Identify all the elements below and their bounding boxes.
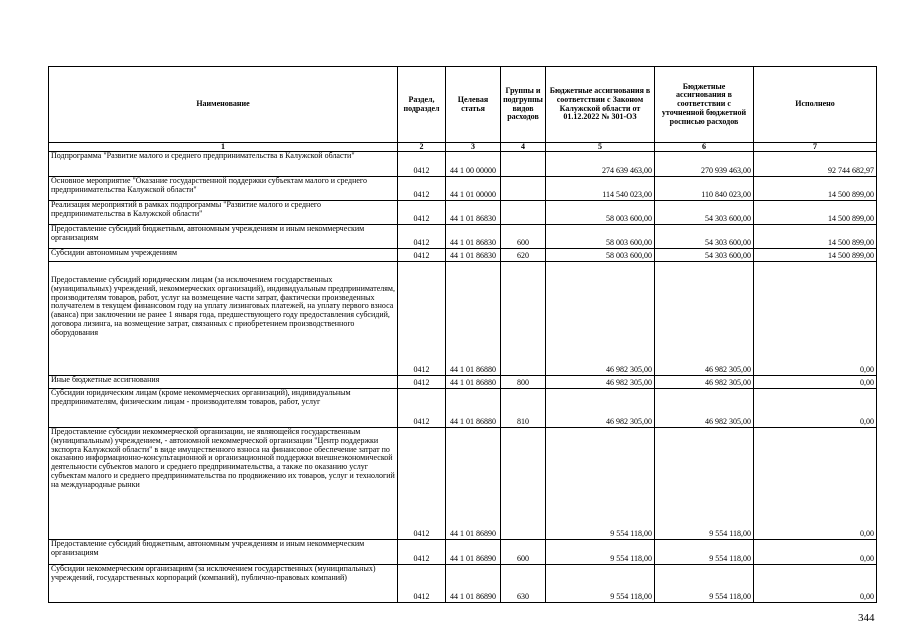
column-number: 7 — [754, 143, 877, 152]
row-executed: 14 500 899,00 — [754, 177, 877, 201]
table-row — [49, 540, 877, 565]
row-executed: 14 500 899,00 — [754, 225, 877, 249]
row-section: 0412 — [398, 177, 446, 201]
header-budget-law: Бюджетные ассигнования в соответствии с Законом Калужской области от 01.12.2022 № 301-ОЗ — [546, 67, 655, 143]
row-section: 0412 — [398, 249, 446, 262]
row-revised: 54 303 600,00 — [655, 225, 754, 249]
row-group: 810 — [501, 389, 546, 428]
row-revised: 46 982 305,00 — [655, 389, 754, 428]
row-section: 0412 — [398, 428, 446, 540]
row-law: 46 982 305,00 — [546, 389, 655, 428]
row-name: Субсидии некоммерческим организациям (за исключением государственных (муниципальных) учреждений, государственных корпораций (компаний), публично-правовых компаний) — [49, 565, 398, 603]
row-group: 630 — [501, 565, 546, 603]
row-revised: 54 303 600,00 — [655, 201, 754, 225]
row-executed: 0,00 — [754, 540, 877, 565]
row-section: 0412 — [398, 225, 446, 249]
row-section: 0412 — [398, 262, 446, 376]
row-law: 9 554 118,00 — [546, 565, 655, 603]
row-law: 58 003 600,00 — [546, 201, 655, 225]
row-executed: 0,00 — [754, 376, 877, 389]
row-name: Субсидии автономным учреждениям — [49, 249, 398, 262]
row-target: 44 1 01 86890 — [446, 565, 501, 603]
row-group — [501, 177, 546, 201]
row-section: 0412 — [398, 540, 446, 565]
row-group: 600 — [501, 540, 546, 565]
row-revised: 46 982 305,00 — [655, 262, 754, 376]
table-row — [49, 225, 877, 249]
column-number: 6 — [655, 143, 754, 152]
table-row — [49, 201, 877, 225]
table-row — [49, 389, 877, 428]
header-executed: Исполнено — [754, 67, 877, 143]
row-target: 44 1 01 86830 — [446, 225, 501, 249]
header-target: Целевая статья — [446, 67, 501, 143]
row-executed: 0,00 — [754, 428, 877, 540]
row-name: Предоставление субсидий бюджетным, автономным учреждениям и иным некоммерческим организациям — [49, 540, 398, 565]
table-row — [49, 249, 877, 262]
table-row — [49, 152, 877, 177]
row-law: 274 639 463,00 — [546, 152, 655, 177]
row-target: 44 1 01 86880 — [446, 262, 501, 376]
row-group — [501, 201, 546, 225]
column-number: 2 — [398, 143, 446, 152]
row-revised: 110 840 023,00 — [655, 177, 754, 201]
row-section: 0412 — [398, 201, 446, 225]
row-revised: 270 939 463,00 — [655, 152, 754, 177]
row-target: 44 1 01 86830 — [446, 249, 501, 262]
header-name: Наименование — [49, 67, 398, 143]
row-target: 44 1 01 00000 — [446, 177, 501, 201]
table-row — [49, 376, 877, 389]
table-row — [49, 565, 877, 603]
header-row — [49, 67, 877, 143]
column-number: 5 — [546, 143, 655, 152]
row-law: 114 540 023,00 — [546, 177, 655, 201]
row-name: Предоставление субсидий бюджетным, автономным учреждениям и иным некоммерческим организациям — [49, 225, 398, 249]
row-section: 0412 — [398, 389, 446, 428]
row-revised: 54 303 600,00 — [655, 249, 754, 262]
row-executed: 92 744 682,97 — [754, 152, 877, 177]
header-groups: Группы и подгруппы видов расходов — [501, 67, 546, 143]
row-group — [501, 428, 546, 540]
row-executed: 0,00 — [754, 262, 877, 376]
row-group: 600 — [501, 225, 546, 249]
row-group — [501, 262, 546, 376]
header-budget-revised: Бюджетные ассигнования в соответствии с уточненной бюджетной росписью расходов — [655, 67, 754, 143]
row-executed: 14 500 899,00 — [754, 249, 877, 262]
row-name: Реализация мероприятий в рамках подпрограммы "Развитие малого и среднего предпринимательства в Калужской области" — [49, 201, 398, 225]
table-row — [49, 177, 877, 201]
row-name: Субсидии юридическим лицам (кроме некоммерческих организаций), индивидуальным предпринимателям, физическим лицам - производителям товаров, работ, услуг — [49, 389, 398, 428]
table-row — [49, 428, 877, 540]
row-executed: 0,00 — [754, 389, 877, 428]
row-law: 46 982 305,00 — [546, 376, 655, 389]
row-law: 46 982 305,00 — [546, 262, 655, 376]
row-section: 0412 — [398, 376, 446, 389]
column-number: 3 — [446, 143, 501, 152]
row-name: Подпрограмма "Развитие малого и среднего предпринимательства в Калужской области" — [49, 152, 398, 177]
column-number-row — [49, 143, 877, 152]
header-section: Раздел, подраздел — [398, 67, 446, 143]
row-law: 58 003 600,00 — [546, 249, 655, 262]
row-target: 44 1 01 86880 — [446, 389, 501, 428]
row-section: 0412 — [398, 152, 446, 177]
row-revised: 9 554 118,00 — [655, 428, 754, 540]
row-target: 44 1 01 86880 — [446, 376, 501, 389]
row-executed: 0,00 — [754, 565, 877, 603]
row-group — [501, 152, 546, 177]
row-revised: 9 554 118,00 — [655, 565, 754, 603]
row-law: 9 554 118,00 — [546, 428, 655, 540]
row-revised: 46 982 305,00 — [655, 376, 754, 389]
column-number: 1 — [49, 143, 398, 152]
budget-table — [48, 66, 877, 603]
row-name: Предоставление субсидий юридическим лицам (за исключением государственных (муниципальных) учреждений, некоммерческих организаций), индивидуальным предпринимателям, производителям товаров, работ, услуг на возмещение части затрат, фактически произведенных получателем в текущем финансовом году на уплату лизинговых платежей, на уплату первого взноса (аванса) при заключении не ранее 1 января года, предшествующего году предоставления субсидий, договора лизинга, на возмещение затрат, связанных с приобретением производственного оборудования — [49, 262, 398, 376]
row-target: 44 1 00 00000 — [446, 152, 501, 177]
row-group: 620 — [501, 249, 546, 262]
row-name: Основное мероприятие "Оказание государственной поддержки субъектам малого и среднего предпринимательства Калужской области" — [49, 177, 398, 201]
row-section: 0412 — [398, 565, 446, 603]
row-law: 9 554 118,00 — [546, 540, 655, 565]
row-executed: 14 500 899,00 — [754, 201, 877, 225]
row-revised: 9 554 118,00 — [655, 540, 754, 565]
row-name: Иные бюджетные ассигнования — [49, 376, 398, 389]
row-law: 58 003 600,00 — [546, 225, 655, 249]
row-target: 44 1 01 86890 — [446, 540, 501, 565]
page-number: 344 — [858, 612, 875, 624]
row-target: 44 1 01 86830 — [446, 201, 501, 225]
column-number: 4 — [501, 143, 546, 152]
table-row — [49, 262, 877, 376]
row-group: 800 — [501, 376, 546, 389]
row-name: Предоставление субсидии некоммерческой организации, не являющейся государственным (муниципальным) учреждением, - автономной некоммерческой организации "Центр поддержки экспорта Калужской области" в виде имущественного взноса на финансовое обеспечение затрат по оказанию информационно-консультационной и организационной поддержки внешнеэкономической деятельности субъектов малого и среднего предпринимательства, а также по оказанию услуг субъектам малого и среднего предпринимательства по продвижению их товаров, услуг и технологий на международные рынки — [49, 428, 398, 540]
row-target: 44 1 01 86890 — [446, 428, 501, 540]
